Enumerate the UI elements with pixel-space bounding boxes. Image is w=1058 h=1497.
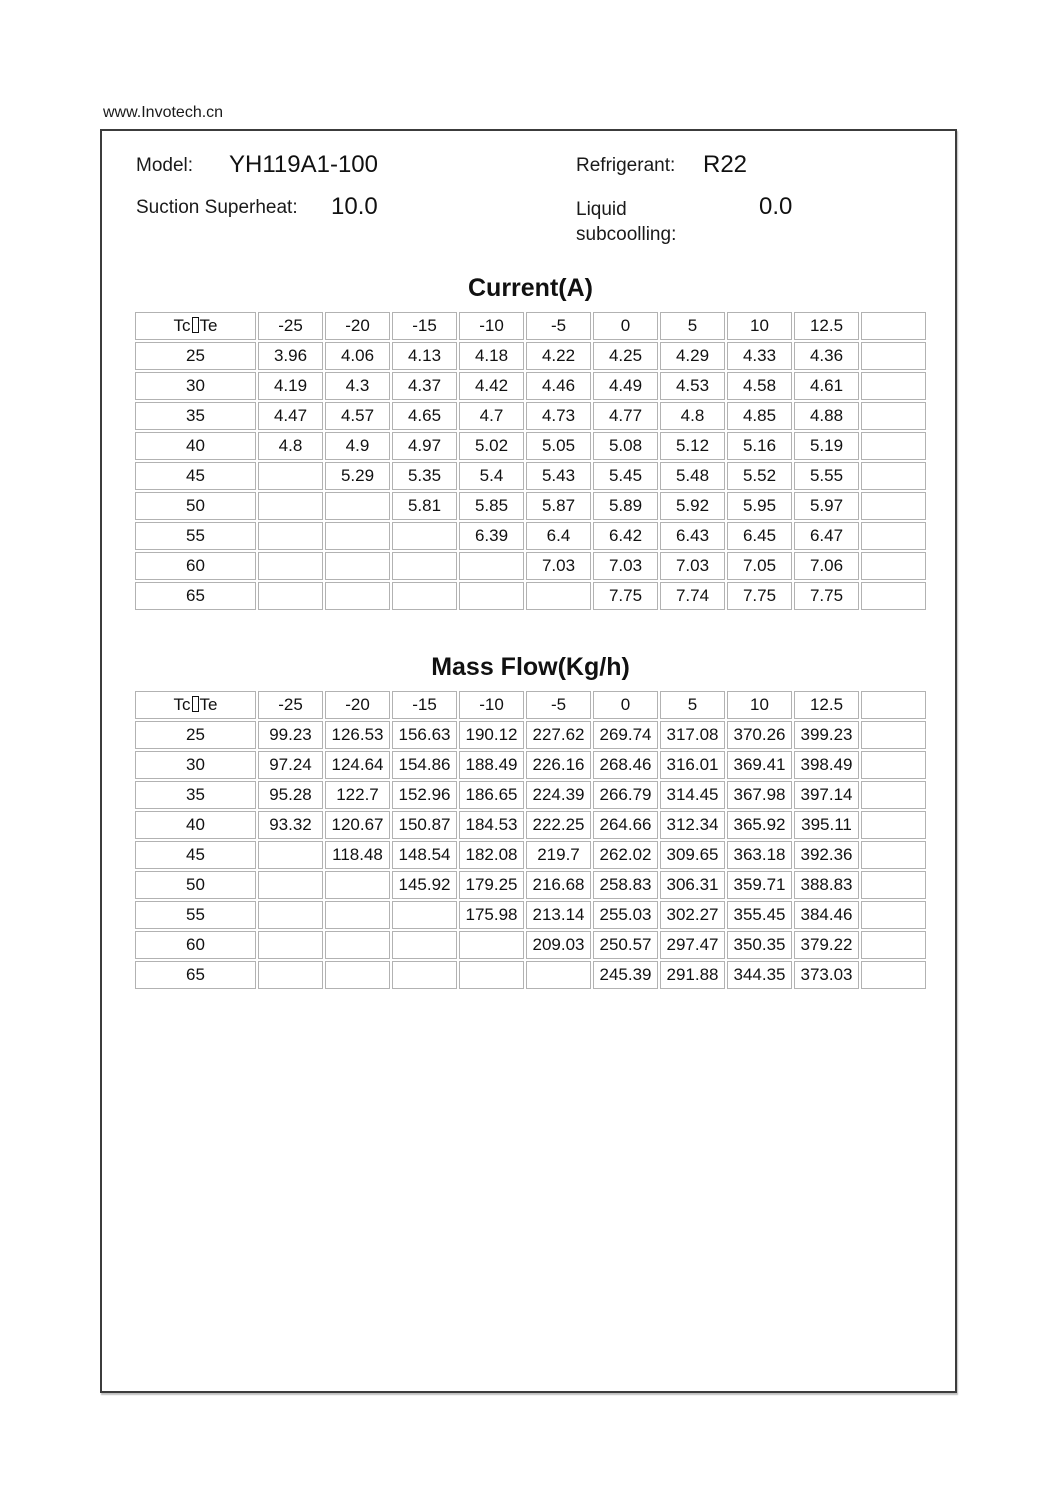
value-cell: 7.75 <box>794 582 859 610</box>
value-cell: 7.06 <box>794 552 859 580</box>
value-cell: 188.49 <box>459 751 524 779</box>
row-header-cell: 50 <box>135 871 256 899</box>
empty-cell <box>258 871 323 899</box>
value-cell: 350.35 <box>727 931 792 959</box>
empty-cell <box>861 372 926 400</box>
suction-superheat-label: Suction Superheat: <box>136 197 298 218</box>
column-header-cell: -25 <box>258 691 323 719</box>
empty-cell <box>325 492 390 520</box>
value-cell: 6.47 <box>794 522 859 550</box>
value-cell: 156.63 <box>392 721 457 749</box>
value-cell: 4.46 <box>526 372 591 400</box>
value-cell: 245.39 <box>593 961 658 989</box>
row-header-cell: 65 <box>135 582 256 610</box>
row-header-cell: 45 <box>135 462 256 490</box>
value-cell: 317.08 <box>660 721 725 749</box>
table-row <box>135 402 926 430</box>
table-row <box>135 841 926 869</box>
column-header-cell: 0 <box>593 312 658 340</box>
value-cell: 126.53 <box>325 721 390 749</box>
model-value: YH119A1-100 <box>229 151 378 178</box>
value-cell: 4.49 <box>593 372 658 400</box>
empty-cell <box>459 552 524 580</box>
empty-cell <box>325 871 390 899</box>
header-row <box>135 691 926 719</box>
empty-cell <box>325 931 390 959</box>
value-cell: 258.83 <box>593 871 658 899</box>
value-cell: 266.79 <box>593 781 658 809</box>
column-header-cell: 12.5 <box>794 691 859 719</box>
liquid-subcooling-value: 0.0 <box>759 193 793 220</box>
value-cell: 4.53 <box>660 372 725 400</box>
corner-header-cell <box>135 691 256 719</box>
table-row <box>135 781 926 809</box>
value-cell: 99.23 <box>258 721 323 749</box>
value-cell: 182.08 <box>459 841 524 869</box>
empty-cell <box>325 582 390 610</box>
value-cell: 355.45 <box>727 901 792 929</box>
value-cell: 312.34 <box>660 811 725 839</box>
value-cell: 5.55 <box>794 462 859 490</box>
value-cell: 255.03 <box>593 901 658 929</box>
column-header-cell: -20 <box>325 312 390 340</box>
value-cell: 5.35 <box>392 462 457 490</box>
mass-flow-table-section <box>133 651 928 991</box>
table-row <box>135 931 926 959</box>
empty-cell <box>258 582 323 610</box>
row-header-cell: 45 <box>135 841 256 869</box>
value-cell: 122.7 <box>325 781 390 809</box>
column-header-cell: -15 <box>392 691 457 719</box>
value-cell: 5.85 <box>459 492 524 520</box>
value-cell: 4.3 <box>325 372 390 400</box>
column-header-cell: -10 <box>459 312 524 340</box>
table-row <box>135 522 926 550</box>
column-header-cell: -20 <box>325 691 390 719</box>
corner-prefix: Tc <box>173 695 191 714</box>
refrigerant-value: R22 <box>703 151 748 178</box>
value-cell: 291.88 <box>660 961 725 989</box>
row-header-cell: 35 <box>135 402 256 430</box>
value-cell: 367.98 <box>727 781 792 809</box>
value-cell: 379.22 <box>794 931 859 959</box>
value-cell: 186.65 <box>459 781 524 809</box>
value-cell: 4.25 <box>593 342 658 370</box>
current-table-section <box>133 272 928 612</box>
empty-cell <box>861 432 926 460</box>
empty-cell <box>861 582 926 610</box>
value-cell: 148.54 <box>392 841 457 869</box>
value-cell: 179.25 <box>459 871 524 899</box>
empty-cell <box>325 961 390 989</box>
value-cell: 219.7 <box>526 841 591 869</box>
column-header-cell: 10 <box>727 312 792 340</box>
value-cell: 6.43 <box>660 522 725 550</box>
value-cell: 4.13 <box>392 342 457 370</box>
value-cell: 5.52 <box>727 462 792 490</box>
value-cell: 226.16 <box>526 751 591 779</box>
value-cell: 7.03 <box>526 552 591 580</box>
table-row <box>135 432 926 460</box>
empty-cell <box>392 961 457 989</box>
value-cell: 309.65 <box>660 841 725 869</box>
value-cell: 7.75 <box>727 582 792 610</box>
value-cell: 395.11 <box>794 811 859 839</box>
value-cell: 222.25 <box>526 811 591 839</box>
value-cell: 184.53 <box>459 811 524 839</box>
value-cell: 145.92 <box>392 871 457 899</box>
value-cell: 392.36 <box>794 841 859 869</box>
empty-cell <box>258 462 323 490</box>
column-header-cell: -5 <box>526 312 591 340</box>
value-cell: 297.47 <box>660 931 725 959</box>
corner-suffix: Te <box>199 695 218 714</box>
mass-flow-table <box>133 689 928 991</box>
empty-cell <box>258 552 323 580</box>
value-cell: 369.41 <box>727 751 792 779</box>
value-cell: 5.02 <box>459 432 524 460</box>
empty-header-cell <box>861 691 926 719</box>
value-cell: 363.18 <box>727 841 792 869</box>
column-header-cell: 5 <box>660 691 725 719</box>
empty-cell <box>861 492 926 520</box>
value-cell: 6.45 <box>727 522 792 550</box>
missing-glyph-box <box>192 696 199 712</box>
empty-cell <box>258 522 323 550</box>
empty-cell <box>392 931 457 959</box>
value-cell: 4.97 <box>392 432 457 460</box>
value-cell: 5.87 <box>526 492 591 520</box>
current-table-title: Current(A) <box>468 274 593 302</box>
value-cell: 5.12 <box>660 432 725 460</box>
empty-cell <box>392 901 457 929</box>
value-cell: 216.68 <box>526 871 591 899</box>
liquid-subcooling-label: Liquid subcoolling: <box>576 199 677 245</box>
value-cell: 5.48 <box>660 462 725 490</box>
value-cell: 5.92 <box>660 492 725 520</box>
column-header-cell: 10 <box>727 691 792 719</box>
value-cell: 124.64 <box>325 751 390 779</box>
value-cell: 373.03 <box>794 961 859 989</box>
empty-cell <box>861 552 926 580</box>
value-cell: 209.03 <box>526 931 591 959</box>
table-row <box>135 372 926 400</box>
value-cell: 95.28 <box>258 781 323 809</box>
column-header-cell: 5 <box>660 312 725 340</box>
value-cell: 388.83 <box>794 871 859 899</box>
value-cell: 7.05 <box>727 552 792 580</box>
value-cell: 250.57 <box>593 931 658 959</box>
row-header-cell: 40 <box>135 432 256 460</box>
corner-prefix: Tc <box>173 316 191 335</box>
value-cell: 5.97 <box>794 492 859 520</box>
value-cell: 4.22 <box>526 342 591 370</box>
value-cell: 268.46 <box>593 751 658 779</box>
table-row <box>135 961 926 989</box>
value-cell: 5.05 <box>526 432 591 460</box>
value-cell: 4.9 <box>325 432 390 460</box>
empty-cell <box>392 522 457 550</box>
value-cell: 4.88 <box>794 402 859 430</box>
header-row <box>135 312 926 340</box>
row-header-cell: 55 <box>135 522 256 550</box>
value-cell: 5.43 <box>526 462 591 490</box>
empty-cell <box>861 811 926 839</box>
empty-cell <box>861 961 926 989</box>
row-header-cell: 60 <box>135 931 256 959</box>
value-cell: 4.29 <box>660 342 725 370</box>
value-cell: 397.14 <box>794 781 859 809</box>
value-cell: 5.95 <box>727 492 792 520</box>
value-cell: 4.19 <box>258 372 323 400</box>
value-cell: 5.29 <box>325 462 390 490</box>
empty-cell <box>861 402 926 430</box>
value-cell: 190.12 <box>459 721 524 749</box>
mass-flow-table-title: Mass Flow(Kg/h) <box>431 653 630 681</box>
column-header-cell: 0 <box>593 691 658 719</box>
table-row <box>135 552 926 580</box>
value-cell: 93.32 <box>258 811 323 839</box>
value-cell: 316.01 <box>660 751 725 779</box>
value-cell: 7.74 <box>660 582 725 610</box>
value-cell: 4.73 <box>526 402 591 430</box>
value-cell: 398.49 <box>794 751 859 779</box>
value-cell: 4.7 <box>459 402 524 430</box>
value-cell: 5.81 <box>392 492 457 520</box>
value-cell: 4.42 <box>459 372 524 400</box>
table-row <box>135 582 926 610</box>
empty-cell <box>526 582 591 610</box>
value-cell: 262.02 <box>593 841 658 869</box>
empty-cell <box>861 522 926 550</box>
refrigerant-label: Refrigerant: <box>576 155 676 176</box>
column-header-cell: -5 <box>526 691 591 719</box>
value-cell: 7.03 <box>660 552 725 580</box>
empty-header-cell <box>861 312 926 340</box>
value-cell: 5.16 <box>727 432 792 460</box>
column-header-cell: 12.5 <box>794 312 859 340</box>
value-cell: 5.08 <box>593 432 658 460</box>
value-cell: 5.89 <box>593 492 658 520</box>
empty-cell <box>526 961 591 989</box>
value-cell: 213.14 <box>526 901 591 929</box>
empty-cell <box>861 871 926 899</box>
empty-cell <box>325 901 390 929</box>
empty-cell <box>861 721 926 749</box>
row-header-cell: 35 <box>135 781 256 809</box>
value-cell: 7.03 <box>593 552 658 580</box>
table-row <box>135 871 926 899</box>
value-cell: 7.75 <box>593 582 658 610</box>
empty-cell <box>392 582 457 610</box>
empty-cell <box>258 961 323 989</box>
table-row <box>135 342 926 370</box>
value-cell: 4.65 <box>392 402 457 430</box>
value-cell: 4.06 <box>325 342 390 370</box>
value-cell: 4.36 <box>794 342 859 370</box>
empty-cell <box>258 931 323 959</box>
value-cell: 370.26 <box>727 721 792 749</box>
column-header-cell: -10 <box>459 691 524 719</box>
value-cell: 154.86 <box>392 751 457 779</box>
value-cell: 365.92 <box>727 811 792 839</box>
value-cell: 5.45 <box>593 462 658 490</box>
table-row <box>135 751 926 779</box>
value-cell: 4.18 <box>459 342 524 370</box>
value-cell: 152.96 <box>392 781 457 809</box>
row-header-cell: 30 <box>135 372 256 400</box>
missing-glyph-box <box>192 317 199 333</box>
page-frame <box>100 129 957 1393</box>
row-header-cell: 30 <box>135 751 256 779</box>
current-table <box>133 310 928 612</box>
empty-cell <box>459 931 524 959</box>
row-header-cell: 50 <box>135 492 256 520</box>
empty-cell <box>258 841 323 869</box>
empty-cell <box>258 492 323 520</box>
column-header-cell: -25 <box>258 312 323 340</box>
value-cell: 6.39 <box>459 522 524 550</box>
table-row <box>135 462 926 490</box>
empty-cell <box>861 841 926 869</box>
row-header-cell: 60 <box>135 552 256 580</box>
value-cell: 97.24 <box>258 751 323 779</box>
value-cell: 264.66 <box>593 811 658 839</box>
suction-superheat-value: 10.0 <box>331 193 378 220</box>
value-cell: 118.48 <box>325 841 390 869</box>
value-cell: 4.33 <box>727 342 792 370</box>
value-cell: 314.45 <box>660 781 725 809</box>
empty-cell <box>459 961 524 989</box>
column-header-cell: -15 <box>392 312 457 340</box>
corner-header-cell <box>135 312 256 340</box>
row-header-cell: 55 <box>135 901 256 929</box>
value-cell: 269.74 <box>593 721 658 749</box>
corner-suffix: Te <box>199 316 218 335</box>
row-header-cell: 25 <box>135 342 256 370</box>
table-row <box>135 811 926 839</box>
table-row <box>135 901 926 929</box>
empty-cell <box>459 582 524 610</box>
empty-cell <box>325 522 390 550</box>
row-header-cell: 25 <box>135 721 256 749</box>
value-cell: 150.87 <box>392 811 457 839</box>
value-cell: 4.57 <box>325 402 390 430</box>
value-cell: 4.77 <box>593 402 658 430</box>
value-cell: 175.98 <box>459 901 524 929</box>
value-cell: 4.47 <box>258 402 323 430</box>
value-cell: 4.85 <box>727 402 792 430</box>
empty-cell <box>861 751 926 779</box>
value-cell: 6.42 <box>593 522 658 550</box>
empty-cell <box>861 342 926 370</box>
empty-cell <box>861 462 926 490</box>
value-cell: 344.35 <box>727 961 792 989</box>
table-row <box>135 721 926 749</box>
empty-cell <box>325 552 390 580</box>
value-cell: 4.37 <box>392 372 457 400</box>
value-cell: 3.96 <box>258 342 323 370</box>
value-cell: 399.23 <box>794 721 859 749</box>
value-cell: 4.8 <box>258 432 323 460</box>
table-row <box>135 492 926 520</box>
value-cell: 5.4 <box>459 462 524 490</box>
website-url: www.Invotech.cn <box>103 104 224 121</box>
value-cell: 306.31 <box>660 871 725 899</box>
value-cell: 384.46 <box>794 901 859 929</box>
value-cell: 120.67 <box>325 811 390 839</box>
value-cell: 359.71 <box>727 871 792 899</box>
value-cell: 5.19 <box>794 432 859 460</box>
empty-cell <box>861 901 926 929</box>
empty-cell <box>861 781 926 809</box>
value-cell: 227.62 <box>526 721 591 749</box>
value-cell: 4.8 <box>660 402 725 430</box>
value-cell: 302.27 <box>660 901 725 929</box>
model-label: Model: <box>136 155 194 176</box>
value-cell: 4.58 <box>727 372 792 400</box>
row-header-cell: 65 <box>135 961 256 989</box>
empty-cell <box>392 552 457 580</box>
row-header-cell: 40 <box>135 811 256 839</box>
empty-cell <box>861 931 926 959</box>
value-cell: 4.61 <box>794 372 859 400</box>
empty-cell <box>258 901 323 929</box>
value-cell: 6.4 <box>526 522 591 550</box>
value-cell: 224.39 <box>526 781 591 809</box>
